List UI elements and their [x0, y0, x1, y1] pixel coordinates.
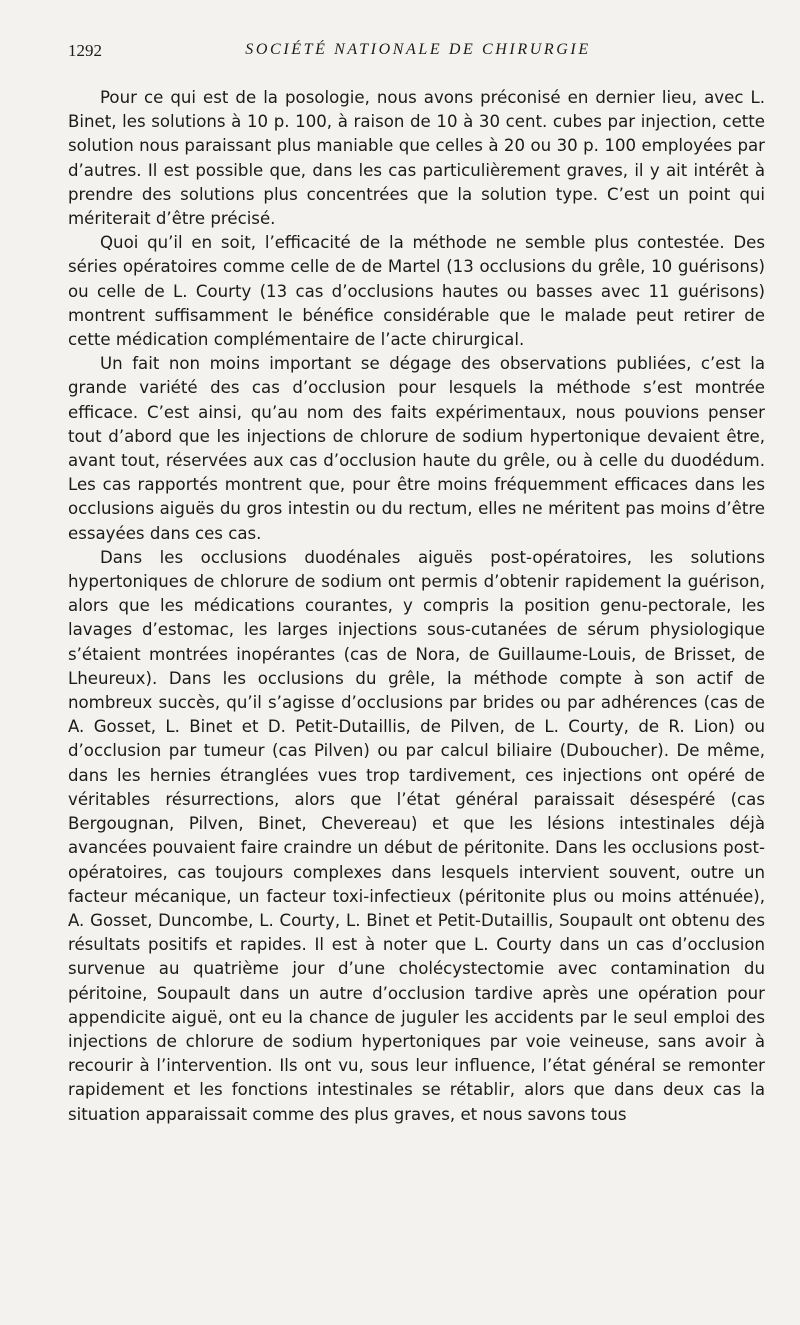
paragraph-efficacite: Quoi qu’il en soit, l’efficacité de la méthode ne semble plus contestée. Des séries opératoires comme celle de de Martel (13 occlusions du grêle, 10 guérisons) ou celle de L. Courty (13 cas d’occlusions hautes ou basses avec 11 guérisons) montrent suffisamment le bénéfice considérable que le malade peut retirer de cette médication complémentaire de l’acte chirurgical. — [68, 233, 765, 350]
paragraph-occlusions: Dans les occlusions duodénales aiguës post-opératoires, les solutions hypertoniques de chlorure de sodium ont permis d’obtenir rapidement la guérison, alors que les médications courantes, y compris la position genu-pectorale, les lavages d’estomac, les larges injections sous-cutanées de sérum physiologique s’étaient montrées inopérantes (cas de Nora, de Guillaume-Louis, de Brisset, de Lheureux). Dans les occlusions du grêle, la méthode compte à son actif de nombreux succès, qu’il s’agisse d’occlusions par brides ou par adhérences (cas de A. Gosset, L. Binet et D. Petit-Dutaillis, de Pilven, de L. Courty, de R. Lion) ou d’occlusion par tumeur (cas Pilven) ou par calcul biliaire (Duboucher). De même, dans les hernies étranglées vues trop tardivement, ces injections ont opéré de véritables résurrections, alors que l’état général paraissait désespéré (cas Bergougnan, Pilven, Binet, Chevereau) et que les lésions intestinales déjà avancées pouvaient faire craindre un début de péritonite. Dans les occlusions post-opératoires, cas toujours complexes dans lesquels intervient souvent, outre un facteur mécanique, un facteur toxi-infectieux (péritonite plus ou moins atténuée), A. Gosset, Duncombe, L. Courty, L. Binet et Petit-Dutaillis, Soupault ont obtenu des résultats positifs et rapides. Il est à noter que L. Courty dans un cas d’occlusion survenue au quatrième jour d’une cholécystectomie avec contamination du péritoine, Soupault dans un autre d’occlusion tardive après une opération pour appendicite aiguë, ont eu la chance de juguler les accidents par le seul emploi des injections de chlorure de sodium hypertoniques par voie veineuse, sans avoir à recourir à l’intervention. Ils ont vu, sous leur influence, l’état général se remonter rapidement et les fonctions intestinales se rétablir, alors que dans deux cas la situation apparaissait comme des plus graves, et nous savons tous — [68, 547, 765, 1124]
running-title: SOCIÉTÉ NATIONALE DE CHIRURGIE — [245, 41, 591, 58]
body-text — [68, 86, 765, 1127]
paragraph-variete: Un fait non moins important se dégage des observations publiées, c’est la grande variété des cas d’occlusion pour lesquels la méthode s’est montrée efficace. C’est ainsi, qu’au nom des faits expérimentaux, nous pouvions penser tout d’abord que les injections de chlorure de sodium hypertonique devaient être, avant tout, réservées aux cas d’occlusion haute du grêle, ou à celle du duodédum. Les cas rapportés montrent que, pour être moins fréquemment efficaces dans les occlusions aiguës du gros intestin ou du rectum, elles ne méritent pas moins d’être essayées dans ces cas. — [68, 354, 765, 543]
paragraph-posologie: Pour ce qui est de la posologie, nous avons préconisé en dernier lieu, avec L. Binet, les solutions à 10 p. 100, à raison de 10 à 30 cent. cubes par injection, cette solution nous paraissant plus maniable que celles à 20 ou 30 p. 100 employées par d’autres. Il est possible que, dans les cas particulièrement graves, il y ait intérêt à prendre des solutions plus concentrées que la solution type. C’est un point qui mériterait d’être précisé. — [68, 88, 765, 229]
page-number: 1292 — [68, 41, 102, 60]
page-header — [68, 41, 768, 65]
